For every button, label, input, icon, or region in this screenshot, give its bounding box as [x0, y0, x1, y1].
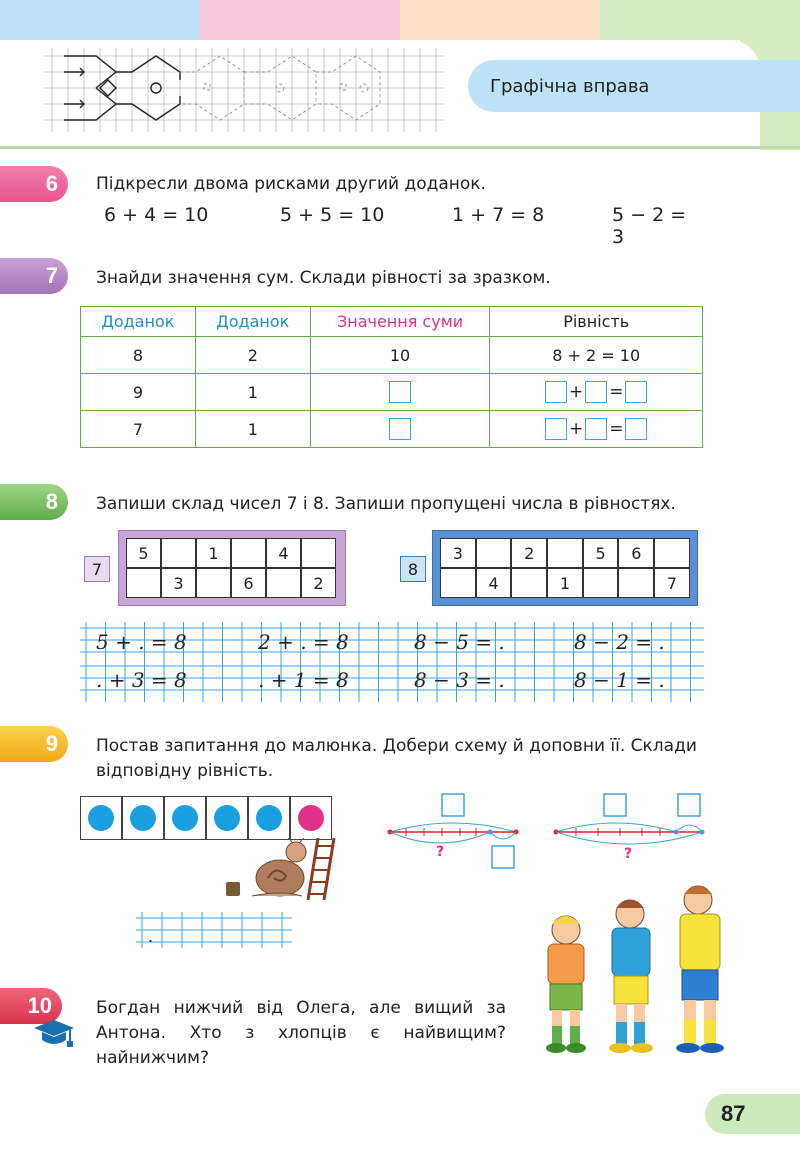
dots-picture	[80, 796, 332, 840]
scheme-2	[550, 792, 710, 872]
handwritten-eq-4[interactable]: 8 − 2 = .	[574, 630, 665, 654]
cell-equality	[490, 411, 703, 448]
equation-3[interactable]: 1 + 7 = 8	[452, 204, 545, 226]
scheme-1	[384, 792, 524, 872]
dot	[88, 805, 114, 831]
composition-8-grid	[440, 538, 690, 598]
dot-cell	[206, 796, 248, 840]
question-mark: ?	[624, 846, 633, 862]
composition-cell[interactable]: 6	[618, 538, 654, 568]
composition-cell[interactable]: 5	[583, 538, 619, 568]
composition-cell[interactable]: 6	[231, 568, 266, 598]
handwritten-eq-7[interactable]: 8 − 3 = .	[414, 668, 505, 692]
answer-box[interactable]	[442, 794, 464, 816]
table-row	[81, 411, 703, 448]
cell-addend-a: 8	[81, 337, 196, 374]
composition-cell[interactable]: 2	[511, 538, 547, 568]
answer-box[interactable]	[625, 418, 647, 440]
composition-cell[interactable]	[511, 568, 547, 598]
section-banner	[468, 60, 800, 112]
task7-instruction: Знайди значення сум. Склади рівності за зразком.	[96, 268, 551, 288]
equals-sign: =	[609, 419, 624, 439]
composition-7-grid	[126, 538, 336, 598]
equation-2[interactable]: 5 + 5 = 10	[280, 204, 385, 226]
composition-cell[interactable]	[440, 568, 476, 598]
handwritten-eq-3[interactable]: 8 − 5 = .	[414, 630, 505, 654]
graduation-cap-icon	[32, 1020, 76, 1048]
task-number-6: 6	[0, 166, 68, 202]
composition-cell[interactable]: 3	[440, 538, 476, 568]
equation-4[interactable]: 5 − 2 = 3	[612, 204, 687, 248]
equation-1[interactable]: 6 + 4 = 10	[104, 204, 209, 226]
snail-painter-illustration	[222, 838, 352, 900]
color-stripe-pink	[200, 0, 400, 40]
answer-box[interactable]	[585, 381, 607, 403]
header-sum-value: Значення суми	[310, 307, 490, 337]
cell-addend-b: 1	[195, 374, 310, 411]
task9-instruction: Постав запитання до малюнка. Добери схему й доповни її. Склади відповідну рівність.	[96, 736, 697, 781]
task-number-9: 9	[0, 726, 68, 762]
task-number-10: 10	[0, 988, 62, 1024]
dot-cell	[290, 796, 332, 840]
answer-box[interactable]	[625, 381, 647, 403]
boy-bohdan	[609, 900, 653, 1053]
dot-cell	[164, 796, 206, 840]
task8-instruction: Запиши склад чисел 7 і 8. Запиши пропущені числа в рівностях.	[96, 494, 676, 514]
color-stripe-blue	[0, 0, 200, 40]
composition-cell[interactable]: 4	[476, 568, 512, 598]
plus-sign: +	[568, 382, 584, 402]
answer-box[interactable]	[678, 794, 700, 816]
answer-box[interactable]	[389, 418, 411, 440]
cell-addend-b: 1	[195, 411, 310, 448]
top-color-bar	[0, 0, 800, 40]
color-stripe-green	[600, 0, 800, 40]
header-addend-2: Доданок	[195, 307, 310, 337]
dot	[172, 805, 198, 831]
composition-cell[interactable]: 5	[126, 538, 161, 568]
composition-cell[interactable]	[126, 568, 161, 598]
graphic-exercise-grid	[44, 48, 444, 132]
header-divider	[0, 146, 800, 149]
cell-addend-a: 9	[81, 374, 196, 411]
handwritten-eq-8[interactable]: 8 − 1 = .	[574, 668, 665, 692]
composition-cell[interactable]	[547, 538, 583, 568]
dot-cell	[122, 796, 164, 840]
composition-cell[interactable]	[583, 568, 619, 598]
composition-cell[interactable]	[476, 538, 512, 568]
composition-cell[interactable]	[231, 538, 266, 568]
composition-cell[interactable]: 4	[266, 538, 301, 568]
answer-dot: .	[148, 927, 154, 946]
boy-oleh	[676, 886, 724, 1053]
cell-addend-a: 7	[81, 411, 196, 448]
answer-writing-grid	[136, 912, 292, 948]
task10-instruction: Богдан нижчий від Олега, але вищий за Антона. Хто з хлопців є найвищим? найнижчим?	[96, 998, 506, 1068]
composition-cell[interactable]	[161, 538, 196, 568]
answer-box[interactable]	[604, 794, 626, 816]
task-number-8: 8	[0, 484, 68, 520]
dot	[214, 805, 240, 831]
task-number-7: 7	[0, 258, 68, 294]
cell-equality	[490, 374, 703, 411]
composition-cell[interactable]	[266, 568, 301, 598]
composition-cell[interactable]	[301, 538, 336, 568]
composition-cell[interactable]: 1	[547, 568, 583, 598]
table-row	[81, 374, 703, 411]
answer-box[interactable]	[545, 418, 567, 440]
handwritten-eq-2[interactable]: 2 + . = 8	[258, 630, 349, 654]
page-number: 87	[705, 1094, 800, 1134]
three-boys-illustration	[530, 884, 766, 1064]
cell-sum: 10	[310, 337, 490, 374]
composition-cell[interactable]	[196, 568, 231, 598]
composition-cell[interactable]: 7	[654, 568, 690, 598]
dot	[130, 805, 156, 831]
boy-anton	[546, 916, 586, 1053]
cell-sum	[310, 374, 490, 411]
answer-box[interactable]	[585, 418, 607, 440]
composition-cell[interactable]: 1	[196, 538, 231, 568]
task6-instruction: Підкресли двома рисками другий доданок.	[96, 174, 486, 194]
answer-box[interactable]	[545, 381, 567, 403]
cell-addend-b: 2	[195, 337, 310, 374]
banner-title: Графічна вправа	[490, 75, 650, 97]
table-header-row	[81, 307, 703, 337]
answer-box[interactable]	[492, 846, 514, 868]
plus-sign: +	[568, 419, 584, 439]
dot-cell	[80, 796, 122, 840]
question-mark: ?	[436, 844, 445, 860]
composition-cell[interactable]	[618, 568, 654, 598]
composition-cell[interactable]	[654, 538, 690, 568]
header-addend-1: Доданок	[81, 307, 196, 337]
equals-sign: =	[609, 382, 624, 402]
handwritten-eq-6[interactable]: . + 1 = 8	[258, 668, 349, 692]
color-stripe-orange	[400, 0, 600, 40]
cell-equality: 8 + 2 = 10	[490, 337, 703, 374]
composition-cell[interactable]: 3	[161, 568, 196, 598]
dot	[256, 805, 282, 831]
answer-box[interactable]	[389, 381, 411, 403]
composition-cell[interactable]: 2	[301, 568, 336, 598]
cell-sum	[310, 411, 490, 448]
dot-cell	[248, 796, 290, 840]
dot	[298, 805, 324, 831]
table-row	[81, 337, 703, 374]
handwritten-eq-1[interactable]: 5 + . = 8	[96, 630, 187, 654]
sums-table	[80, 306, 703, 448]
number-eight-label: 8	[400, 556, 426, 582]
number-seven-label: 7	[84, 556, 110, 582]
task6-equations	[104, 204, 704, 248]
header-equality: Рівність	[490, 307, 703, 337]
handwritten-eq-5[interactable]: . + 3 = 8	[96, 668, 187, 692]
